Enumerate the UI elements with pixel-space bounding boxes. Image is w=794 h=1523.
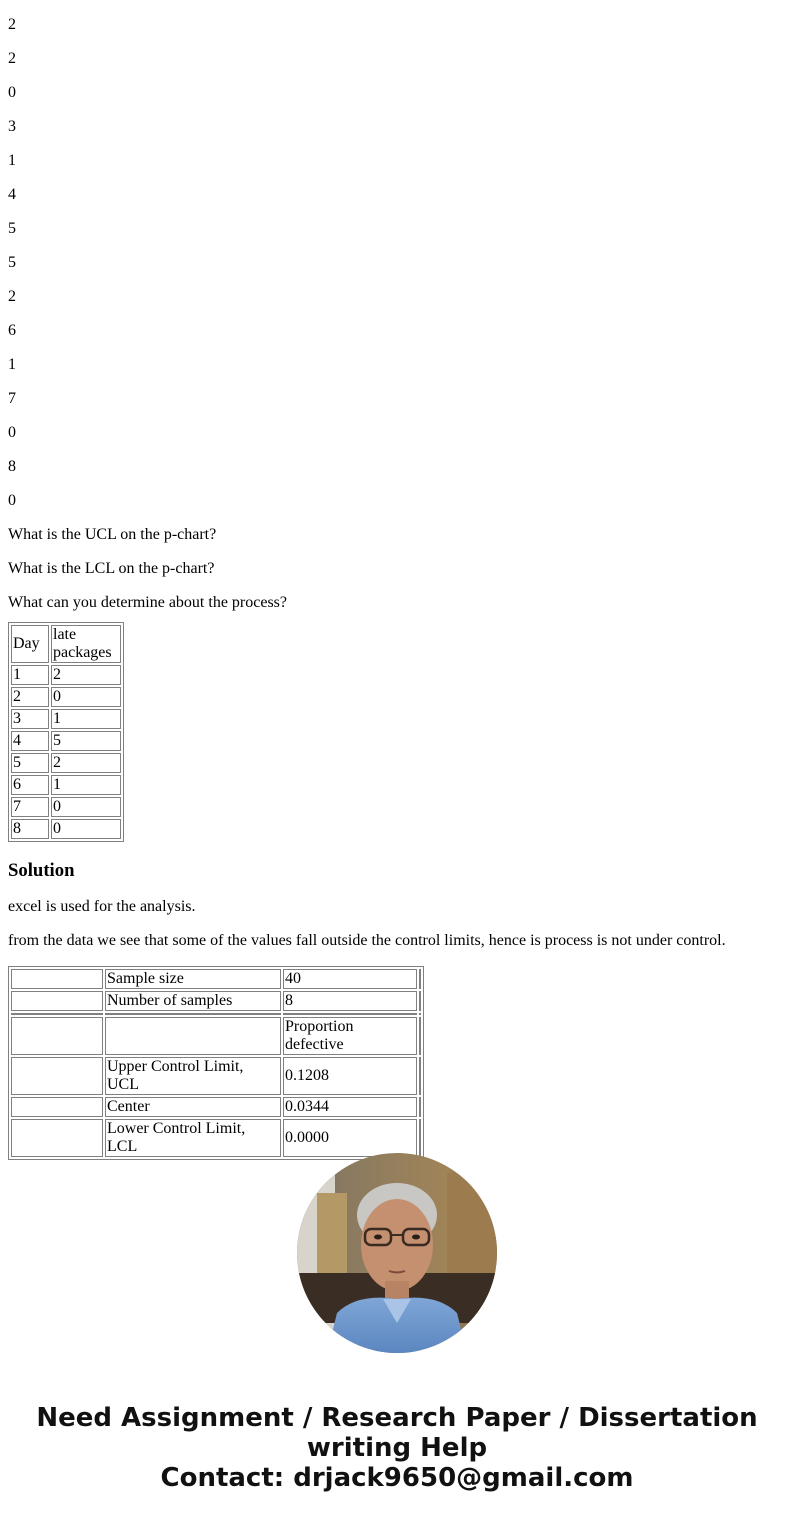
value-line: 2: [8, 50, 16, 67]
sample-size-value: 40: [283, 969, 417, 989]
table-row: [11, 1057, 421, 1095]
empty-cell: [105, 1017, 281, 1055]
num-samples-label: Number of samples: [105, 991, 281, 1011]
lcl-label: Lower Control Limit, LCL: [105, 1119, 281, 1157]
empty-cell: [419, 1097, 421, 1117]
value-line: 3: [8, 118, 16, 135]
empty-cell: [11, 1017, 103, 1055]
table-row: [11, 731, 121, 751]
value-line: 8: [8, 458, 16, 475]
value-line: 5: [8, 220, 16, 237]
empty-cell: [11, 969, 103, 989]
empty-cell: [419, 1013, 421, 1015]
day-cell: 4: [11, 731, 49, 751]
avatar-portrait-image: [297, 1153, 497, 1353]
empty-cell: [419, 1057, 421, 1095]
control-limits-table: [8, 966, 424, 1160]
table-row: [11, 797, 121, 817]
late-cell: 2: [51, 665, 121, 685]
footer-contact-email: Contact: drjack9650@gmail.com: [160, 1463, 634, 1493]
day-cell: 6: [11, 775, 49, 795]
empty-cell: [419, 1119, 421, 1157]
table-row: [11, 1013, 421, 1015]
value-line: 0: [8, 424, 16, 441]
question-ucl: What is the UCL on the p-chart?: [8, 526, 217, 543]
late-cell: 0: [51, 687, 121, 707]
day-cell: 2: [11, 687, 49, 707]
empty-cell: [11, 1097, 103, 1117]
value-line: 6: [8, 322, 16, 339]
day-cell: 3: [11, 709, 49, 729]
footer-contact-banner: [0, 1403, 794, 1493]
value-line: 1: [8, 356, 16, 373]
late-packages-table: [8, 622, 124, 842]
table-row: [11, 1017, 421, 1055]
day-cell: 1: [11, 665, 49, 685]
empty-cell: [11, 1013, 103, 1015]
solution-paragraph-1: excel is used for the analysis.: [8, 898, 196, 915]
proportion-defective-header: Proportion defective: [283, 1017, 417, 1055]
empty-cell: [105, 1013, 281, 1015]
empty-cell: [11, 991, 103, 1011]
question-lcl: What is the LCL on the p-chart?: [8, 560, 215, 577]
value-line: 1: [8, 152, 16, 169]
empty-cell: [419, 969, 421, 989]
table-header-row: [11, 625, 121, 663]
table-row: [11, 687, 121, 707]
sample-size-label: Sample size: [105, 969, 281, 989]
day-cell: 7: [11, 797, 49, 817]
ucl-label: Upper Control Limit, UCL: [105, 1057, 281, 1095]
table-row: [11, 969, 421, 989]
value-line: 7: [8, 390, 16, 407]
value-line: 2: [8, 288, 16, 305]
num-samples-value: 8: [283, 991, 417, 1011]
late-cell: 0: [51, 797, 121, 817]
late-cell: 1: [51, 709, 121, 729]
table-row: [11, 1119, 421, 1157]
empty-cell: [419, 1017, 421, 1055]
empty-cell: [11, 1119, 103, 1157]
center-label: Center: [105, 1097, 281, 1117]
top-value-list: [8, 0, 786, 510]
table-row: [11, 753, 121, 773]
header-day: Day: [11, 625, 49, 663]
late-cell: 0: [51, 819, 121, 839]
late-cell: 5: [51, 731, 121, 751]
document-body: [8, 0, 786, 1160]
day-cell: 8: [11, 819, 49, 839]
table-row: [11, 1097, 421, 1117]
late-cell: 1: [51, 775, 121, 795]
late-cell: 2: [51, 753, 121, 773]
header-late-packages: late packages: [51, 625, 121, 663]
lcl-value: 0.0000: [283, 1119, 417, 1157]
table-row: [11, 991, 421, 1011]
value-line: 4: [8, 186, 16, 203]
footer-line-1: Need Assignment / Research Paper / Dissertation: [36, 1403, 758, 1433]
table-row: [11, 775, 121, 795]
solution-heading: Solution: [8, 860, 75, 881]
question-process: What can you determine about the process?: [8, 594, 287, 611]
footer-line-2: writing Help: [306, 1433, 488, 1463]
value-line: 0: [8, 84, 16, 101]
empty-cell: [11, 1057, 103, 1095]
value-line: 5: [8, 254, 16, 271]
day-cell: 5: [11, 753, 49, 773]
value-line: 0: [8, 492, 16, 509]
empty-cell: [419, 991, 421, 1011]
table-row: [11, 709, 121, 729]
ucl-value: 0.1208: [283, 1057, 417, 1095]
empty-cell: [283, 1013, 417, 1015]
author-avatar: [297, 1153, 497, 1353]
solution-paragraph-2: from the data we see that some of the values fall outside the control limits, hence is process is not under control.: [8, 932, 726, 949]
table-row: [11, 819, 121, 839]
center-value: 0.0344: [283, 1097, 417, 1117]
value-line: 2: [8, 16, 16, 33]
table-row: [11, 665, 121, 685]
